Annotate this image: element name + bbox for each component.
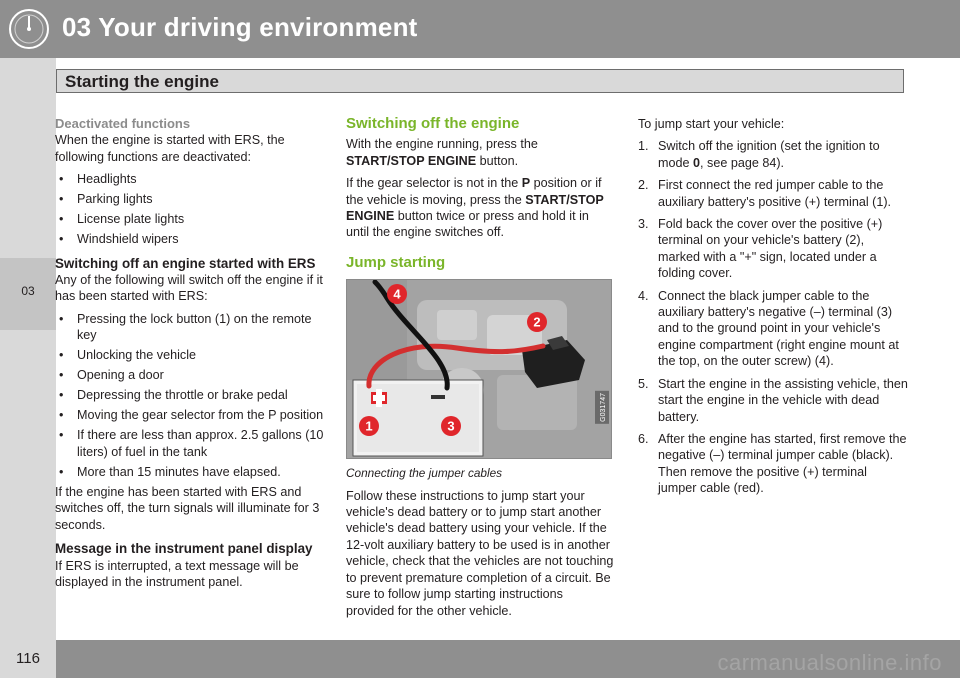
engine-illustration [347, 280, 612, 459]
text-run: button. [476, 153, 519, 168]
steps-list [638, 138, 908, 496]
jumper-cable-figure [346, 279, 612, 459]
step-number: 3. [638, 217, 649, 232]
chapter-tab-label: 03 [21, 284, 35, 298]
mode-value: 0 [693, 155, 701, 170]
message-text: If ERS is interrupted, a text message will be displayed in the instrument panel. [55, 558, 299, 590]
jump-text: Follow these instructions to jump start your vehicle's dead battery or to jump start another vehicle's dead battery using your vehicle. If the 12-volt auxiliary battery to be used is in another vehicle, check that the vehicles are not touching to prevent premature completion of a circuit. Be sure to follow jump starting instructions provided for the other vehicle. [346, 488, 614, 618]
list-item: • Headlights [55, 171, 325, 187]
text-run: If the gear selector is not in the [346, 176, 522, 191]
step-number: 4. [638, 288, 649, 303]
list-item [638, 431, 908, 497]
list-item: • If there are less than approx. 2.5 gallons (10 liters) of fuel in the tank [55, 427, 325, 460]
text-run: Fold back the cover over the positive (+) terminal on your vehicle's battery (2), marked with a "+" sign, located under a folding cover. [658, 217, 883, 281]
gauge-icon [6, 6, 52, 52]
callout-4: 4 [393, 286, 401, 302]
column-middle [346, 116, 614, 625]
list-item [638, 177, 908, 210]
chapter-header [0, 0, 960, 58]
list-item: • Opening a door [55, 367, 325, 383]
step-number: 1. [638, 139, 649, 154]
list-item [638, 138, 908, 171]
text-run: After the engine has started, first remove the negative (–) terminal jumper cable (black). Then remove the positive (+) terminal jumper cable (red). [658, 431, 907, 496]
jump-heading: Jump starting [346, 253, 446, 271]
callout-1: 1 [365, 418, 373, 434]
deactivated-intro: When the engine is started with ERS, the following functions are deactivated: [55, 133, 285, 164]
text-run: First connect the red jumper cable to the auxiliary battery's positive (+) terminal (1). [658, 178, 892, 209]
section-bar [56, 69, 904, 93]
switch-off-heading: Switching off an engine started with ERS [55, 255, 316, 271]
step-number: 6. [638, 431, 649, 446]
list-item: • Unlocking the vehicle [55, 347, 325, 363]
text-run: Start the engine in the assisting vehicle, then start the engine in the vehicle with dead battery. [658, 376, 908, 424]
figure-caption: Connecting the jumper cables [346, 466, 503, 481]
steps-intro: To jump start your vehicle: [638, 117, 785, 131]
callout-3: 3 [447, 418, 455, 434]
button-name: START/STOP ENGINE [346, 153, 477, 168]
step-number: 5. [638, 376, 649, 391]
text-run: With the engine running, press the [346, 137, 538, 152]
list-item [638, 376, 908, 425]
message-heading: Message in the instrument panel display [55, 541, 313, 557]
watermark: carmanualsonline.info [717, 650, 942, 675]
list-item: • Windshield wipers [55, 231, 325, 247]
button-name: START/STOP ENGINE [346, 192, 604, 224]
figure-code: G031747 [595, 391, 609, 424]
page-number: 116 [16, 650, 40, 667]
column-right [638, 116, 908, 503]
list-item: • Parking lights [55, 191, 325, 207]
page-number-cell [0, 640, 56, 678]
list-item: • More than 15 minutes have elapsed. [55, 464, 325, 480]
section-title: Starting the engine [65, 72, 219, 91]
list-item: • Moving the gear selector from the P position [55, 407, 325, 423]
deactivated-list [55, 171, 325, 247]
list-item: • License plate lights [55, 211, 325, 227]
text-run: button twice or press and hold it in until the engine switches off. [346, 209, 589, 240]
page-footer [0, 640, 960, 678]
switch-off-list [55, 311, 325, 480]
switching-paragraph-2 [346, 175, 614, 241]
switching-heading: Switching off the engine [346, 115, 520, 132]
switch-off-intro: Any of the following will switch off the engine if it has been started with ERS: [55, 273, 323, 304]
list-item: • Depressing the throttle or brake pedal [55, 387, 325, 403]
turn-signal-text: If the engine has been started with ERS and switches off, the turn signals will illuminate for 3 seconds. [55, 485, 320, 532]
column-left [55, 116, 325, 597]
gear-position: P [521, 176, 531, 191]
text-run: Switch off the ignition (set the ignition to mode [658, 139, 880, 170]
switching-paragraph-1 [346, 136, 614, 169]
callout-2: 2 [533, 314, 541, 330]
text-run: position or if the vehicle is moving, press the [346, 176, 602, 207]
text-run: Connect the black jumper cable to the auxiliary battery's negative (–) terminal (3) and to the ground point in your vehicle's engine compartment (right engine mount at the top, on the outer screw) (4). [658, 288, 899, 369]
step-number: 2. [638, 178, 649, 193]
list-item [638, 288, 908, 370]
text-run: , see page 84). [700, 155, 785, 170]
deactivated-heading: Deactivated functions [55, 116, 191, 131]
side-strip [0, 58, 56, 640]
list-item: • Pressing the lock button (1) on the remote key [55, 311, 325, 344]
chapter-title: 03 Your driving environment [62, 12, 418, 42]
chapter-tab [0, 258, 56, 330]
list-item [638, 216, 908, 282]
